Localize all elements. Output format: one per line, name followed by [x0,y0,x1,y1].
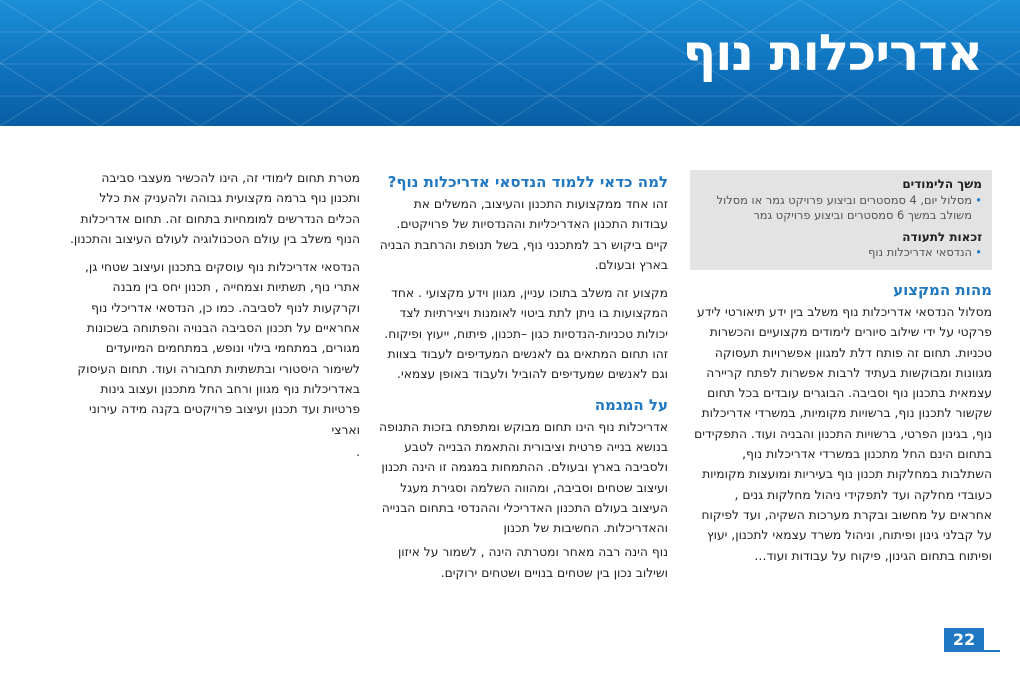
goal-paragraph: מטרת תחום לימודי זה, הינו להכשיר מעצבי סביבה ותכנון נוף ברמה מקצועית גבוהה ולהעניק את כלל הכלים הנדרשים למומחיות בתחום זה. תחום אדריכלות הנוף משלב בין עולם הטכנולוגיה לעולם העיצוב והתכנון. [69,171,360,246]
why-heading: למה כדאי ללמוד הנדסאי אדריכלות נוף? [387,173,668,191]
certificate-item: • הנדסאי אדריכלות נוף [692,245,982,261]
track-paragraph-2: נוף הינה רבה מאחר ומטרתה הינה , לשמור על איזון ושילוב נכון בין שטחים בנויים ושטחים ירוקים. [397,545,668,580]
profession-heading: מהות המקצוע [893,281,992,299]
page-title: אדריכלות נוף [682,24,982,82]
info-box [690,170,992,270]
practice-paragraph: הנדסאי אדריכלות נוף עוסקים בתכנון ועיצוב שטחי גן, אתרי נוף, תשתיות וצמחייה , תכנון יחס בין מבנה וקרקעות לנוף לסביבה. כמו כן, הנדסאי אדריכלי נוף אחראיים על תכנון הסביבה הבנויה והפתוחה בשכונות מגורים, במתחמי בילוי ונופש, במתחמים המיועדים לשימור היסטורי ובתשתיות תחבורה ועוד. תחום העיסוק באדריכלות נוף מגוון ורחב החל מתכנון ועצוב גינות פרטיות ועד תכנון ועיצוב פרויקטים בקנה מידה עירוני וארצי [77,260,360,437]
duration-item: • מסלול יום, 4 סמסטרים וביצוע פרויקט גמר או מסלול משולב במשך 6 סמסטרים וביצוע פרויקט גמר [692,193,982,224]
certificate-heading: זכאות לתעודה [902,229,982,244]
certificate-list [692,245,982,261]
middle-column [378,172,668,591]
page-number-underline [944,650,1000,652]
trailing-dot: . [356,444,360,459]
profession-body: מסלול הנדסאי אדריכלות נוף משלב בין ידע תיאורטי לידע פרקטי על ידי שילוב סיורים לימודים מקצועיים והכשרות טכניות. תחום זה פותח דלת למגוון אפשרויות תעסוקה מגוונות ומבוקשות בעתיד לרבות אפשרות לפתח קריירה עצמאית בתכנון נוף וסביבה. הבוגרים עובדים בכל תחום שקשור לתכנון נוף, ברשויות מקומיות, במשרדי אדריכלות נוף, בגינון הפרטי, ברשויות התכנון והבניה ועוד. התפקידים בתחום הינם החל מתכנון במשרדי אדריכלות נוף, השתלבות במחלקות תכנון נוף בעיריות ומועצות מקומיות כעובדי מחלקה ועד לתפקידי ניהול מחלקות גנים , אחראים על מחשוב ובקרת מערכות השקיה, ועד לפיקוח על קבלני גינון ופיתוח, וניהול משרד עצמאי לתכנון, יעוץ ופיתוח בתחום הגינון, פיקוח על עבודות ועוד… [694,305,992,563]
header-banner [0,0,1020,126]
why-paragraph-2: מקצוע זה משלב בתוכו עניין, מגוון וידע מקצועי . אחד המקצועות בו ניתן לתת ביטוי לאומנות ויצירתיות לצד יכולות טכניות-הנדסיות כגון –תכנון, פיתוח, ייעוץ ופיקוח. זהו תחום המתאים גם לאנשים המעדיפים לעבוד בצוות וגם לאנשים שמעדיפים להוביל ולעבוד באופן עצמאי. [384,286,668,382]
duration-heading: משך הלימודים [902,177,982,191]
right-column [690,280,992,574]
why-paragraph-1: זהו אחד ממקצועות התכנון והעיצוב, המשלים את עבודות התכנון האדריכליות וההנדסיות של פרויקטים. קיים ביקוש רב למתכנני נוף, בשל תנופת והרחבת הבניה בארץ ובעולם. [379,197,668,272]
duration-list [692,193,982,224]
page-number: 22 [944,628,984,652]
track-heading: על המגמה [594,395,668,414]
left-column [70,168,360,470]
track-paragraph-1: אדריכלות נוף הינו תחום מבוקש ומתפתח בזכות התנופה בנושא בנייה פרטית וציבורית והתאמת הבנייה לטבע ולסביבה בארץ ובעולם. ההתמחות במגמה זו הינה תכנון ועיצוב שטחים וסביבה, ומהווה השלמה וסגירת מעגל העיצוב בעולם התכנון האדריכלי וההנדסי בתחום הבנייה והאדריכלות. החשיבות של תכנון [379,419,668,536]
